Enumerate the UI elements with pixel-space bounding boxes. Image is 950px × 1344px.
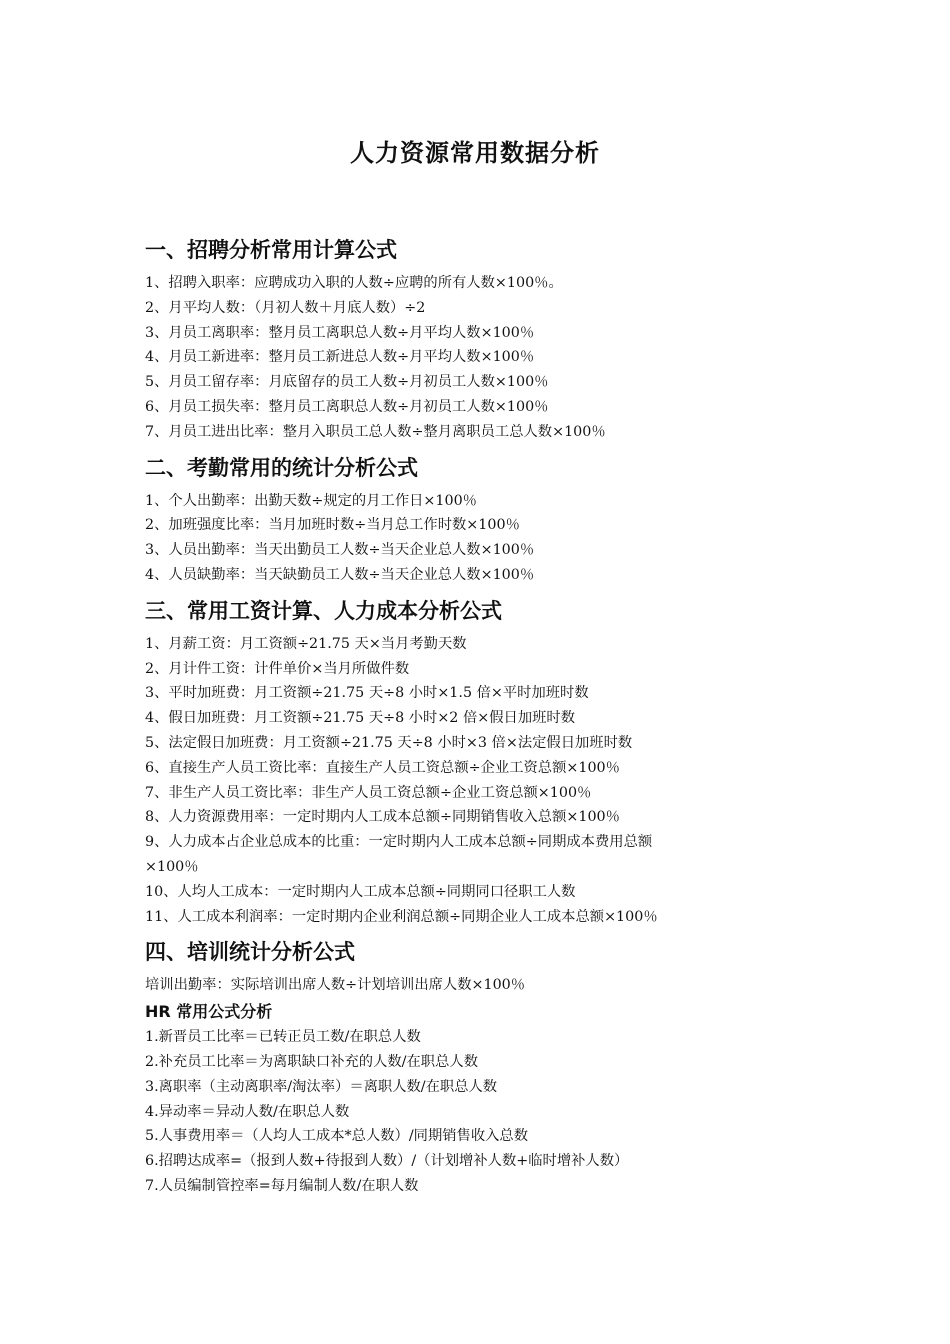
formula-line: 2、月计件工资：计件单价×当月所做件数 bbox=[145, 660, 410, 677]
formula-line: 4、人员缺勤率：当天缺勤员工人数÷当天企业总人数×100％ bbox=[145, 566, 535, 583]
section-training bbox=[145, 935, 825, 998]
section-heading: HR 常用公式分析 bbox=[145, 1002, 273, 1022]
document-body bbox=[145, 233, 825, 1205]
formula-line: 2、月平均人数：（月初人数＋月底人数）÷2 bbox=[145, 299, 426, 316]
formula-list bbox=[145, 632, 825, 930]
formula-line: 5.人事费用率＝（人均人工成本*总人数）/同期销售收入总数 bbox=[145, 1128, 529, 1145]
formula-list bbox=[145, 973, 825, 998]
formula-line: 培训出勤率：实际培训出席人数÷计划培训出席人数×100％ bbox=[145, 977, 526, 994]
formula-line: 9、人力成本占企业总成本的比重：一定时期内人工成本总额÷同期成本费用总额×100％ bbox=[145, 834, 653, 875]
formula-line: 3、月员工离职率：整月员工离职总人数÷月平均人数×100％ bbox=[145, 324, 535, 341]
section-heading: 三、常用工资计算、人力成本分析公式 bbox=[145, 598, 502, 623]
formula-line: 1.新晋员工比率＝已转正员工数/在职总人数 bbox=[145, 1029, 421, 1046]
formula-line: 1、招聘入职率：应聘成功入职的人数÷应聘的所有人数×100％。 bbox=[145, 275, 563, 291]
formula-line: 2、加班强度比率：当月加班时数÷当月总工作时数×100％ bbox=[145, 517, 520, 534]
formula-list bbox=[145, 271, 825, 445]
formula-line: 4.异动率＝异动人数/在职总人数 bbox=[145, 1103, 350, 1120]
formula-line: 3.离职率（主动离职率/淘汰率）＝离职人数/在职总人数 bbox=[145, 1078, 498, 1095]
formula-line: 6.招聘达成率=（报到人数+待报到人数）/（计划增补人数+临时增补人数） bbox=[145, 1153, 629, 1170]
formula-line: 4、假日加班费：月工资额÷21.75 天÷8 小时×2 倍×假日加班时数 bbox=[145, 710, 576, 727]
formula-line: 6、月员工损失率：整月员工离职总人数÷月初员工人数×100％ bbox=[145, 398, 549, 415]
section-recruitment bbox=[145, 233, 825, 445]
formula-line: 7、月员工进出比率：整月入职员工总人数÷整月离职员工总人数×100％ bbox=[145, 423, 606, 440]
section-heading: 二、考勤常用的统计分析公式 bbox=[145, 455, 418, 480]
formula-line: 6、直接生产人员工资比率：直接生产人员工资总额÷企业工资总额×100％ bbox=[145, 759, 620, 776]
document-title: 人力资源常用数据分析 bbox=[350, 139, 600, 167]
section-heading: 一、招聘分析常用计算公式 bbox=[145, 238, 397, 262]
formula-line: 7.人员编制管控率=每月编制人数/在职人数 bbox=[145, 1177, 419, 1194]
formula-line: 1、月薪工资：月工资额÷21.75 天×当月考勤天数 bbox=[145, 635, 467, 652]
formula-list bbox=[145, 1025, 825, 1199]
formula-line: 10、人均人工成本：一定时期内人工成本总额÷同期同口径职工人数 bbox=[145, 883, 576, 900]
formula-line: 11、人工成本利润率：一定时期内企业利润总额÷同期企业人工成本总额×100％ bbox=[145, 908, 658, 925]
section-attendance bbox=[145, 451, 825, 588]
formula-line: 3、平时加班费：月工资额÷21.75 天÷8 小时×1.5 倍×平时加班时数 bbox=[145, 685, 589, 702]
formula-line: 5、法定假日加班费：月工资额÷21.75 天÷8 小时×3 倍×法定假日加班时数 bbox=[145, 734, 633, 751]
section-hr-formulas bbox=[145, 999, 825, 1199]
formula-line: 2.补充员工比率＝为离职缺口补充的人数/在职总人数 bbox=[145, 1053, 478, 1070]
section-heading: 四、培训统计分析公式 bbox=[145, 940, 355, 965]
formula-line: 8、人力资源费用率：一定时期内人工成本总额÷同期销售收入总额×100％ bbox=[145, 809, 620, 826]
formula-list bbox=[145, 489, 825, 588]
formula-line: 3、人员出勤率：当天出勤员工人数÷当天企业总人数×100％ bbox=[145, 542, 535, 559]
formula-line: 4、月员工新进率：整月员工新进总人数÷月平均人数×100％ bbox=[145, 349, 535, 366]
formula-line: 5、月员工留存率：月底留存的员工人数÷月初员工人数×100％ bbox=[145, 374, 549, 391]
formula-line: 1、个人出勤率：出勤天数÷规定的月工作日×100％ bbox=[145, 492, 477, 509]
formula-line: 7、非生产人员工资比率：非生产人员工资总额÷企业工资总额×100％ bbox=[145, 784, 592, 801]
section-salary-cost bbox=[145, 594, 825, 930]
